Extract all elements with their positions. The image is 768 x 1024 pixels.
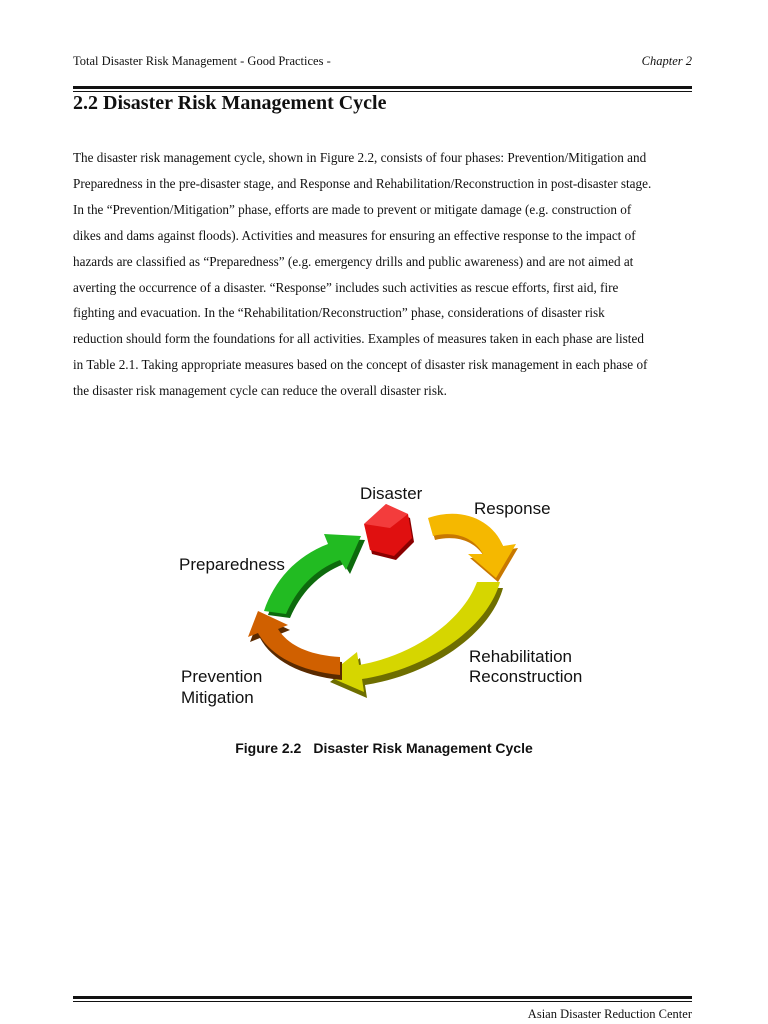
paragraph-line: the disaster risk management cycle can reduce the overall disaster risk. (73, 383, 447, 399)
disaster-shape (364, 504, 414, 560)
label-mitigation: Mitigation (181, 688, 254, 707)
page-footer: Asian Disaster Reduction Center (527, 1007, 692, 1021)
figure-caption (0, 740, 768, 756)
header-title: Total Disaster Risk Management - Good Practices - (73, 54, 331, 68)
label-disaster: Disaster (360, 484, 423, 503)
paragraph-line: Preparedness in the pre-disaster stage, and Response and Rehabilitation/Reconstruction in post-disaster stage. (73, 175, 652, 191)
paragraph-line: hazards are classified as “Preparedness” (e.g. emergency drills and public awareness) and are not aimed at (73, 253, 634, 269)
paragraph-line: dikes and dams against floods). Activities and measures for ensuring an effective response to the impact of (73, 227, 636, 243)
response-arrow (428, 514, 518, 582)
label-prevention: Prevention (181, 667, 263, 686)
paragraph-line: fighting and evacuation. In the “Rehabilitation/Reconstruction” phase, considerations of disaster risk (73, 305, 605, 321)
paragraph-line: reduction should form the foundations for all activities. Examples of measures taken in each phase are listed (73, 331, 644, 347)
caption-text: Disaster Risk Management Cycle (313, 740, 533, 756)
preparedness-arrow (264, 534, 365, 618)
header-rule (73, 86, 692, 89)
header-chapter: Chapter 2 (641, 54, 692, 68)
label-reconstruction: Reconstruction (469, 667, 583, 686)
footer-rule-thin (73, 1001, 692, 1002)
label-response: Response (474, 499, 551, 518)
label-rehabilitation: Rehabilitation (469, 647, 573, 666)
paragraph-line: in Table 2.1. Taking appropriate measures based on the concept of disaster risk management in each phase of (73, 357, 648, 373)
body-paragraph (73, 145, 698, 404)
section-title: 2.2 Disaster Risk Management Cycle (73, 92, 387, 114)
caption-number: Figure 2.2 (235, 740, 302, 756)
footer-rule (73, 996, 692, 999)
paragraph-line: averting the occurrence of a disaster. “Response” includes such activities as rescue efforts, first aid, fire (73, 279, 619, 295)
risk-cycle-diagram (160, 470, 610, 720)
paragraph-line: The disaster risk management cycle, shown in Figure 2.2, consists of four phases: Prevention/Mitigation and (73, 150, 647, 165)
paragraph-line: In the “Prevention/Mitigation” phase, efforts are made to prevent or mitigate damage (e.g. construction of (73, 201, 632, 217)
label-preparedness: Preparedness (179, 555, 285, 574)
